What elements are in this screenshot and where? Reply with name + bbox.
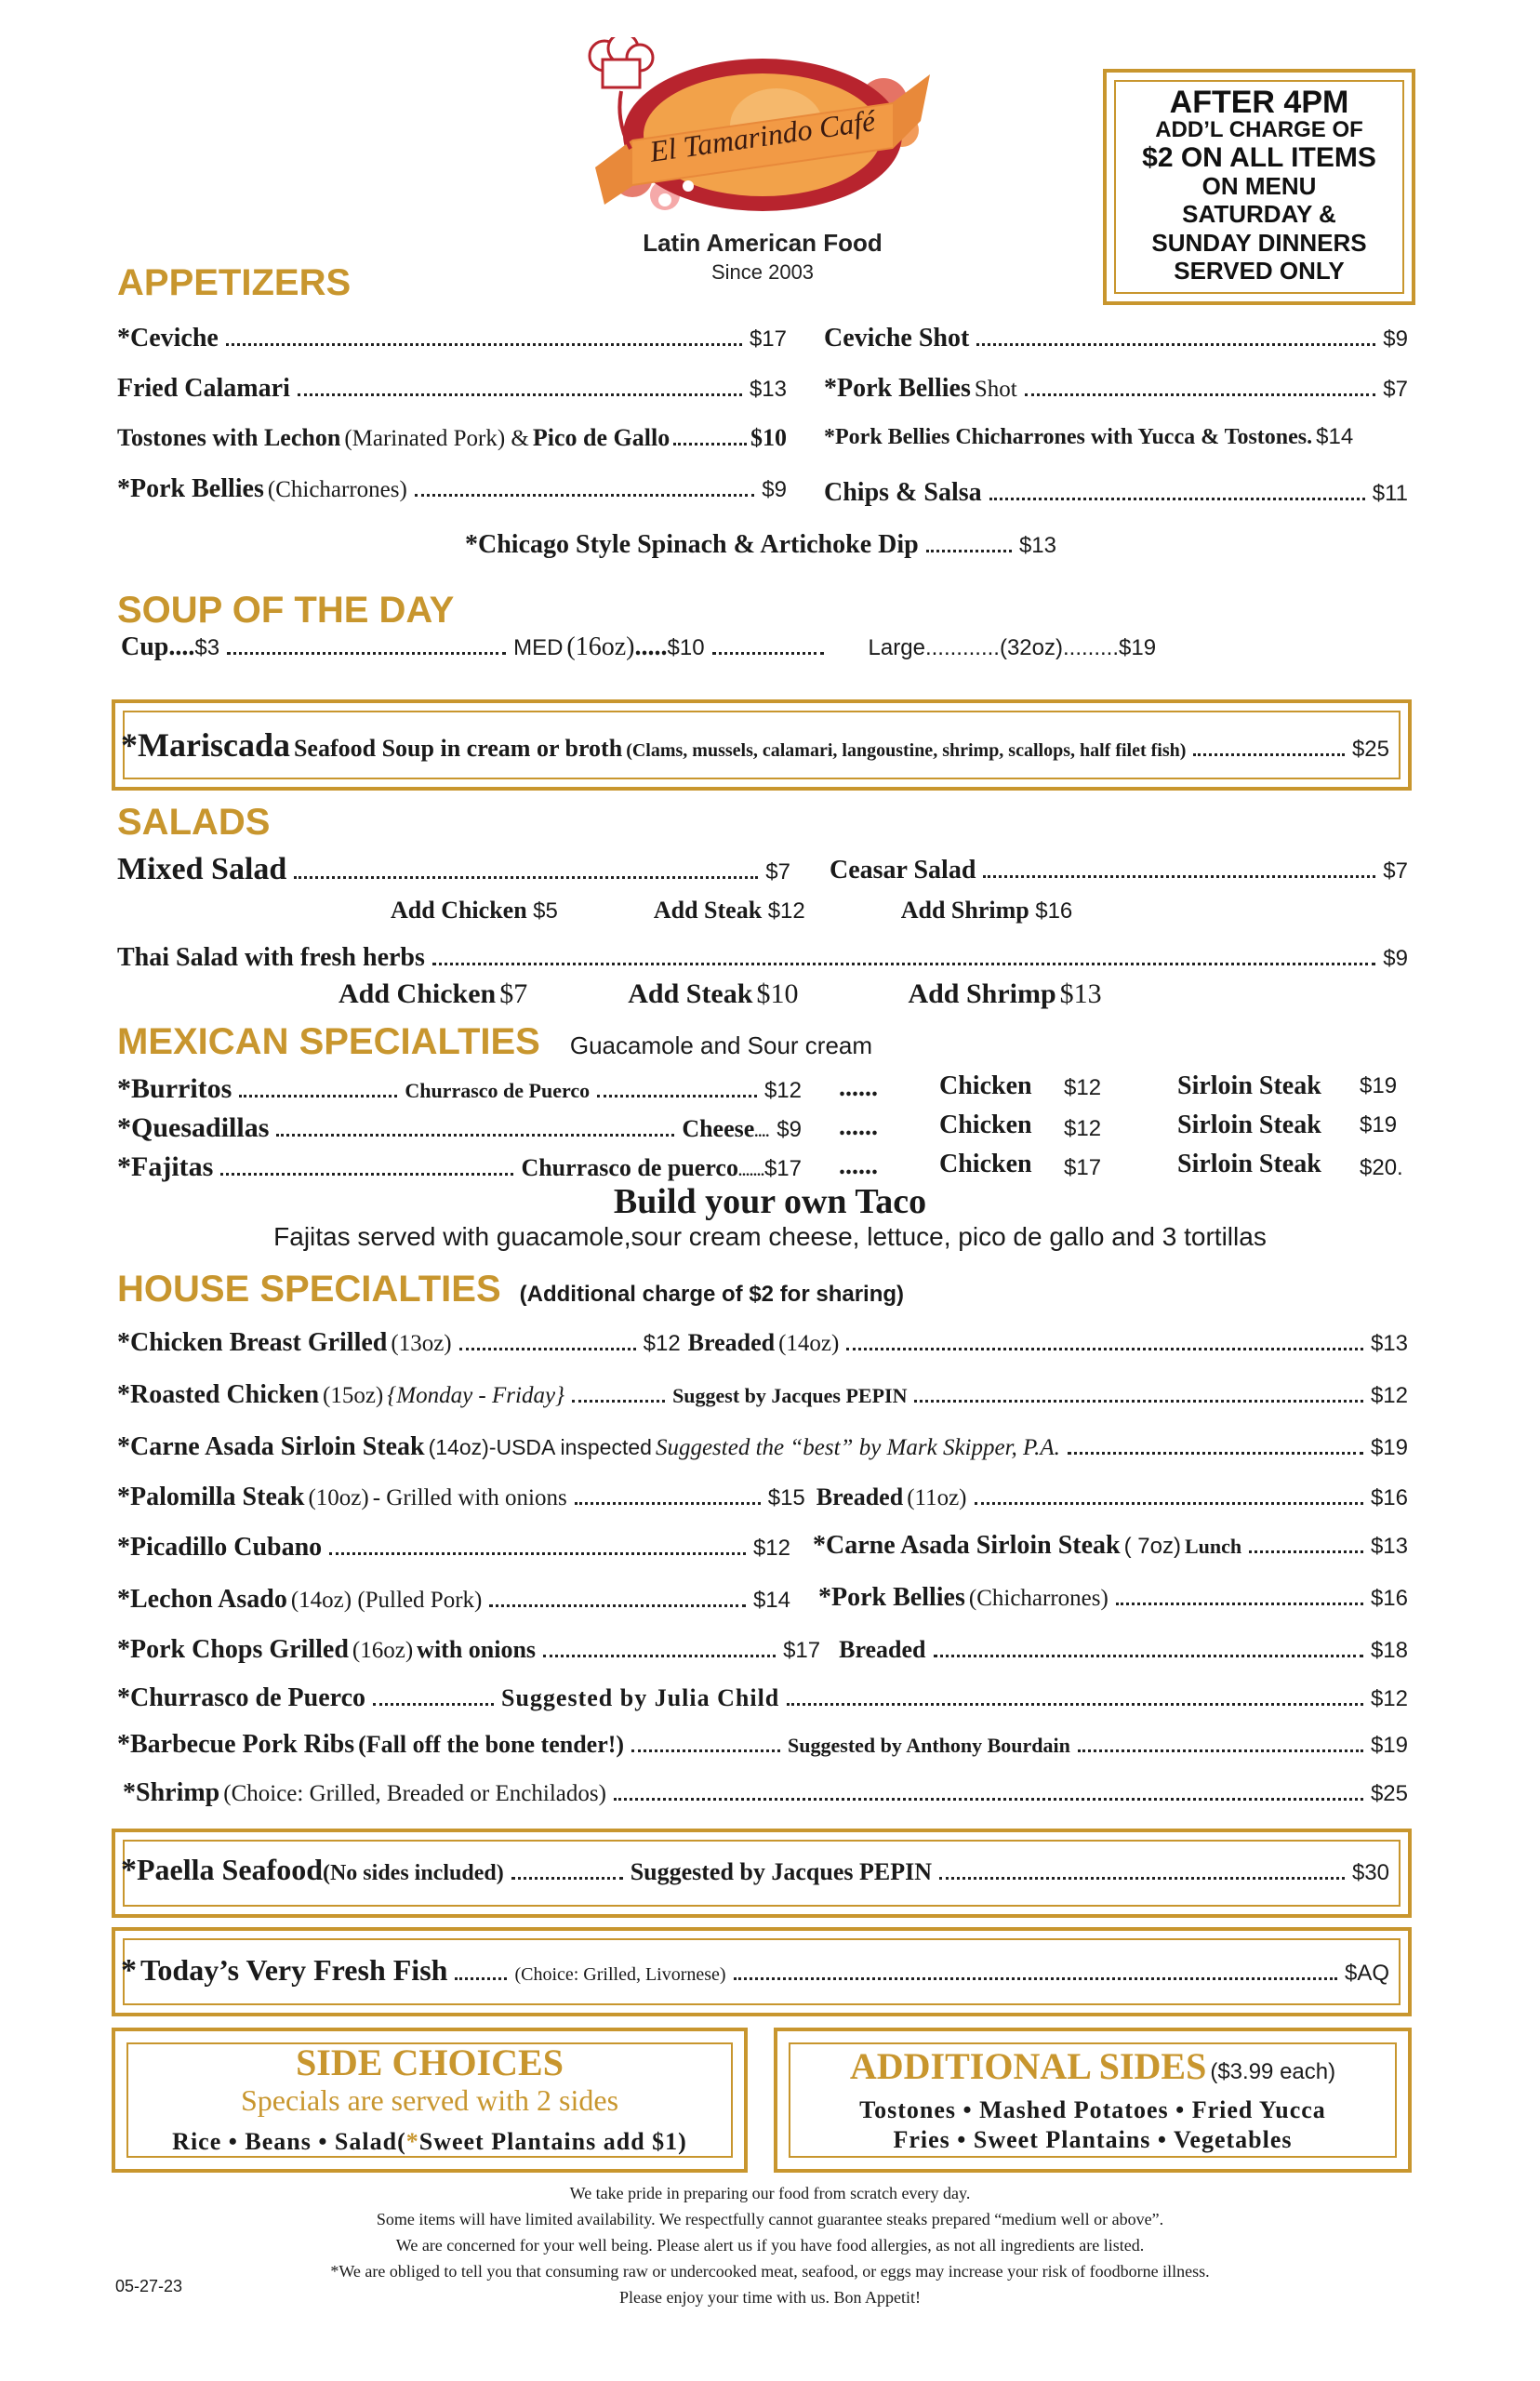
menu-item-fried-calamari: Fried Calamari $13: [117, 374, 787, 403]
house-shrimp: *Shrimp (Choice: Grilled, Breaded or Enchilados) $25: [123, 1778, 1408, 1807]
house-chicken-breast: *Chicken Breast Grilled (13oz) $12 Breaded (14oz) $13: [117, 1328, 1408, 1357]
side-choices-box: SIDE CHOICES Specials are served with 2 sides Rice • Beans • Salad(*Sweet Plantains add $1): [112, 2028, 748, 2173]
house-churrasco: *Churrasco de Puerco Suggested by Julia Child $12: [117, 1683, 1408, 1712]
footer-notes: [0, 2180, 1540, 2310]
notice-line: $2 ON ALL ITEMS: [1142, 142, 1376, 173]
logo-name: El Tamarindo Café: [647, 103, 878, 168]
menu-item-pork-bellies-chicharrones: *Pork Bellies Chicharrones with Yucca & Tostones. $14: [824, 424, 1354, 449]
notice-line: AFTER 4PM: [1169, 85, 1349, 120]
menu-item-ceviche-shot: Ceviche Shot $9: [824, 324, 1408, 352]
salads-heading: SALADS: [117, 802, 271, 843]
house-lechon: *Lechon Asado (14oz) (Pulled Pork) $14: [117, 1585, 790, 1614]
salad-addons-1: Add Chicken $5 Add Steak $12 Add Shrimp $16: [391, 897, 1073, 924]
house-pork-chops: *Pork Chops Grilled (16oz) with onions $17 Breaded $18: [117, 1635, 1408, 1664]
after-4pm-notice: [1103, 69, 1415, 305]
paella-box: * Paella Seafood (No sides included) Suggested by Jacques PEPIN $30: [112, 1829, 1412, 1918]
notice-line: ON MENU: [1201, 172, 1317, 200]
paella-name: Paella Seafood: [137, 1853, 323, 1886]
mexican-heading: MEXICAN SPECIALTIES Guacamole and Sour cream: [117, 1021, 873, 1062]
notice-line: SATURDAY &: [1182, 200, 1336, 228]
logo-since: Since 2003: [710, 260, 815, 284]
house-carne-asada: *Carne Asada Sirloin Steak (14oz) -USDA inspected Suggested the “best” by Mark Skipper, P.A. $19: [117, 1432, 1408, 1461]
additional-sides-box: ADDITIONAL SIDES ($3.99 each) Tostones • Mashed Potatoes • Fried Yucca Fries • Sweet Plantains • Vegetables: [774, 2028, 1412, 2173]
footer-line: We are concerned for your well being. Please alert us if you have food allergies, as not all ingredients are listed.: [395, 2236, 1145, 2255]
taco-desc: Fajitas served with guacamole,sour cream cheese, lettuce, pico de gallo and 3 tortillas: [273, 1222, 1267, 1251]
menu-date: 05-27-23: [115, 2277, 183, 2295]
house-heading: HOUSE SPECIALTIES (Additional charge of $2 for sharing): [117, 1269, 905, 1310]
mariscada-desc: Seafood Soup in cream or broth: [293, 735, 623, 762]
footer-line: Some items will have limited availability. We respectfully cannot guarantee steaks prepared “medium well or above”.: [376, 2210, 1164, 2228]
soup-sizes: Cup .... $3 MED (16oz) ..... $10 Large ............ (32oz) ......... $19: [121, 632, 1157, 661]
fish-price: $AQ: [1344, 1961, 1389, 1986]
menu-item-pork-bellies: *Pork Bellies (Chicharrones) $9: [117, 474, 787, 503]
house-picadillo: *Picadillo Cubano $12: [117, 1533, 790, 1562]
soup-heading: SOUP OF THE DAY: [117, 590, 455, 631]
menu-item-spinach-dip: *Chicago Style Spinach & Artichoke Dip $13: [465, 530, 1056, 559]
menu-item-mixed-salad: Mixed Salad $7: [117, 852, 790, 886]
appetizers-heading: APPETIZERS: [117, 262, 352, 303]
mariscada-detail: (Clams, mussels, calamari, langoustine, shrimp, scallops, half filet fish): [626, 740, 1187, 761]
house-ribs: *Barbecue Pork Ribs (Fall off the bone tender!) Suggested by Anthony Bourdain $19: [117, 1730, 1408, 1759]
menu-item-caesar-salad: Ceasar Salad $7: [830, 856, 1408, 885]
menu-item-pork-bellies-shot: *Pork Bellies Shot $7: [824, 374, 1408, 403]
fresh-fish-box: * Today’s Very Fresh Fish (Choice: Grilled, Livornese) $AQ: [112, 1927, 1412, 2016]
notice-line: ADD’L CHARGE OF: [1155, 117, 1363, 142]
menu-item-tostones-lechon: Tostones with Lechon (Marinated Pork) & Pico de Gallo $10: [117, 424, 787, 451]
mariscada-name: *Mariscada: [121, 726, 290, 764]
footer-line: *We are obliged to tell you that consuming raw or undercooked meat, seafood, or eggs may increase your risk of foodborne illness.: [330, 2262, 1210, 2281]
house-palomilla: *Palomilla Steak (10oz) - Grilled with onions $15 Breaded (11oz) $16: [117, 1483, 1408, 1511]
taco-title: Build your own Taco: [613, 1182, 927, 1221]
notice-line: SERVED ONLY: [1174, 257, 1345, 285]
notice-line: SUNDAY DINNERS: [1151, 229, 1367, 257]
footer-line: We take pride in preparing our food from scratch every day.: [569, 2184, 971, 2202]
salad-addons-2: Add Chicken $7 Add Steak $10 Add Shrimp $13: [339, 978, 1102, 1009]
house-roasted-chicken: *Roasted Chicken (15oz) {Monday - Friday} Suggest by Jacques PEPIN $12: [117, 1380, 1408, 1409]
menu-item-chips-salsa: Chips & Salsa $11: [824, 478, 1408, 507]
fish-name: Today’s Very Fresh Fish: [140, 1953, 448, 1987]
mariscada-box: [112, 699, 1412, 791]
menu-item-thai-salad: Thai Salad with fresh herbs $9: [117, 943, 1408, 972]
house-carne-lunch: *Carne Asada Sirloin Steak ( 7oz) Lunch $13: [813, 1531, 1408, 1560]
mariscada-price: $25: [1351, 737, 1389, 762]
logo-tagline: Latin American Food: [643, 229, 883, 257]
footer-line: Please enjoy your time with us. Bon Appetit!: [619, 2288, 921, 2307]
logo: [577, 37, 949, 284]
house-pork-bellies: *Pork Bellies (Chicharrones) $16: [818, 1583, 1408, 1612]
menu-item-ceviche: *Ceviche $17: [117, 324, 787, 352]
paella-price: $30: [1351, 1860, 1389, 1885]
